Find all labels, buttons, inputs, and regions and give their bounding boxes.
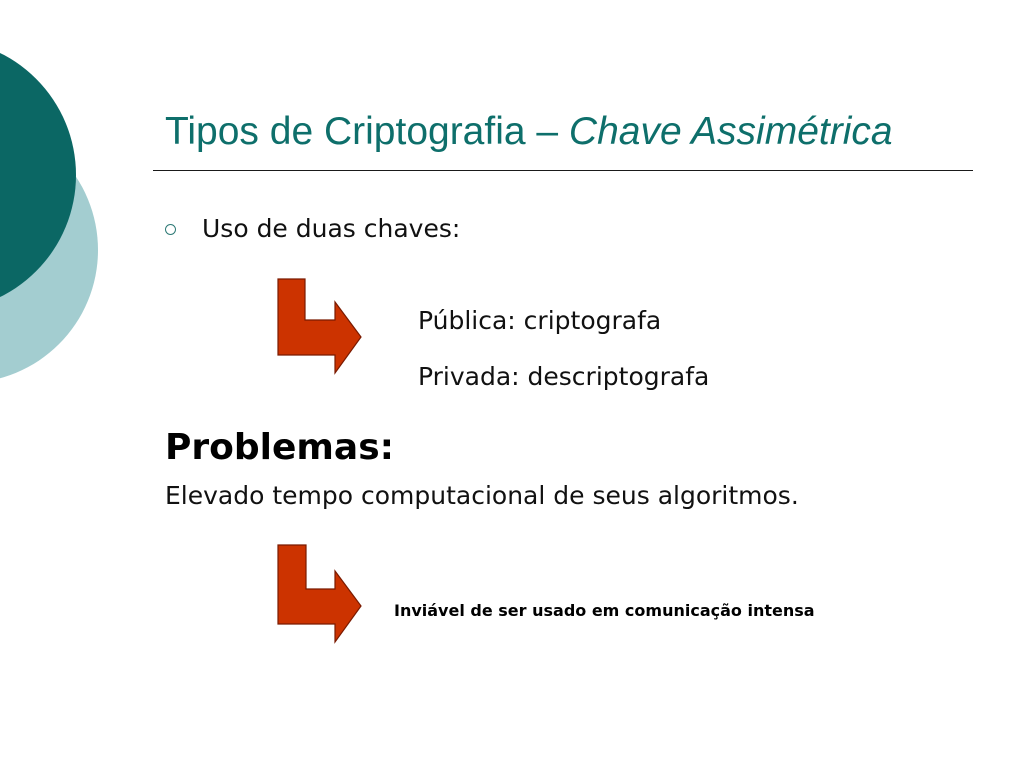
title-divider bbox=[153, 170, 973, 171]
bent-arrow-icon bbox=[275, 543, 365, 645]
bullet-item bbox=[165, 211, 460, 245]
problems-text: Elevado tempo computacional de seus algoritmos. bbox=[165, 481, 799, 510]
public-key-text: Pública: criptografa bbox=[418, 306, 662, 335]
conclusion-text: Inviável de ser usado em comunicação intensa bbox=[394, 601, 815, 620]
problems-heading: Problemas: bbox=[165, 427, 395, 468]
bent-arrow-icon bbox=[275, 277, 365, 377]
hollow-circle-bullet-icon bbox=[165, 224, 176, 235]
title-italic: Chave Assimétrica bbox=[568, 110, 893, 153]
slide-title bbox=[165, 108, 985, 156]
bullet-text: Uso de duas chaves: bbox=[202, 213, 461, 243]
decorative-circles bbox=[0, 0, 110, 400]
private-key-text: Privada: descriptografa bbox=[418, 362, 710, 391]
title-main: Tipos de Criptografia – bbox=[165, 110, 569, 153]
